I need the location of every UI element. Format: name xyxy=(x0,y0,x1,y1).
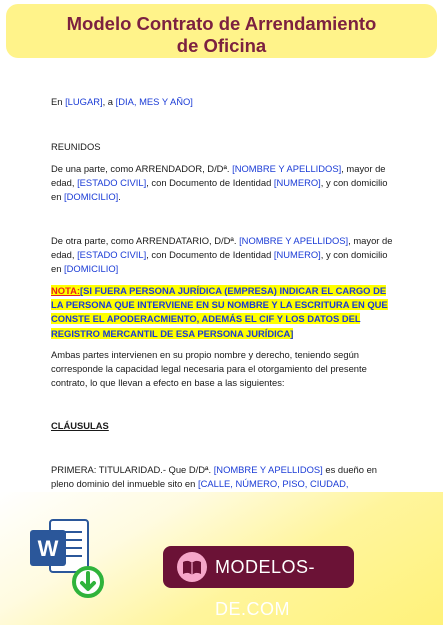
arrendador-text-4: , y con domicilio en xyxy=(51,177,388,203)
primera-name-placeholder: [NOMBRE Y APELLIDOS] xyxy=(213,464,323,475)
arrendador-text-2: , mayor de edad, xyxy=(51,163,386,189)
title-line-1: Modelo Contrato de Arrendamiento xyxy=(66,13,377,34)
primera-address-placeholder: [CALLE, NÚMERO, PISO, CIUDAD, xyxy=(197,478,349,490)
arrendatario-text-2: , mayor de edad, xyxy=(51,235,393,261)
place-date-prefix: En xyxy=(51,96,66,107)
title-banner xyxy=(6,4,437,58)
arrendatario-text-4: , y con domicilio en xyxy=(51,249,388,275)
primera-text-2: es dueño en pleno dominio del inmueble sito en xyxy=(51,464,377,490)
document-title xyxy=(6,13,437,57)
arrendatario-civil-placeholder: [ESTADO CIVIL] xyxy=(77,249,147,261)
arrendatario-paragraph xyxy=(51,234,396,277)
place-placeholder: [LUGAR] xyxy=(65,96,103,107)
arrendador-paragraph xyxy=(51,162,396,205)
arrendatario-address-placeholder: [DOMICILIO] xyxy=(64,263,119,275)
word-icon-graphic xyxy=(28,516,108,600)
nota-paragraph xyxy=(51,284,396,341)
date-placeholder: [DIA, MES Y AÑO] xyxy=(115,96,193,107)
arrendador-text-5: . xyxy=(118,191,121,203)
nota-label: NOTA: xyxy=(51,285,80,296)
place-date-line xyxy=(51,95,396,109)
arrendador-number-placeholder: [NUMERO] xyxy=(273,177,321,189)
arrendatario-number-placeholder: [NUMERO] xyxy=(273,249,321,261)
arrendatario-name-placeholder: [NOMBRE Y APELLIDOS] xyxy=(239,235,349,246)
clausulas-heading: CLÁUSULAS xyxy=(51,420,109,431)
reunidos-heading: REUNIDOS xyxy=(51,141,101,152)
primera-text-1: PRIMERA: TITULARIDAD.- Que D/Dª. xyxy=(51,464,214,475)
nota-highlight xyxy=(51,285,388,339)
nota-text: [SI FUERA PERSONA JURÍDICA (EMPRESA) INDICAR EL CARGO DE LA PERSONA QUE INTERVIENE EN SU NOMBRE Y LA ESCRITURA EN QUE CONSTE EL APODERACMIENTO, ADEMÁS EL CIF Y LOS DATOS DEL REGISTRO MERCANTIL DE ESA PERSONA JURÍDICA] xyxy=(51,285,388,339)
arrendador-text-1: De una parte, como ARRENDADOR, D/Dª. xyxy=(51,163,233,174)
arrendatario-text-3: , con Documento de Identidad xyxy=(146,249,274,261)
word-icon-letter: W xyxy=(37,536,59,561)
arrendador-text-3: , con Documento de Identidad xyxy=(146,177,274,189)
arrendador-name-placeholder: [NOMBRE Y APELLIDOS] xyxy=(232,163,342,174)
place-date-separator: , a xyxy=(102,96,116,107)
brand-text: MODELOS-DE.COM xyxy=(215,557,316,619)
brand-logo-button[interactable] xyxy=(163,546,354,619)
arrendador-civil-placeholder: [ESTADO CIVIL] xyxy=(77,177,147,189)
title-line-2: de Oficina xyxy=(176,35,267,56)
arrendador-address-placeholder: [DOMICILIO] xyxy=(64,191,119,203)
arrendatario-text-1: De otra parte, como ARRENDATARIO, D/Dª. xyxy=(51,235,240,246)
ambas-paragraph: Ambas partes intervienen en su propio nombre y derecho, teniendo según corresponde la capacidad legal necesaria para el otorgamiento del presente contrato, lo que llevan a efecto en base a las siguientes: xyxy=(51,349,367,389)
primera-paragraph xyxy=(51,463,396,491)
book-icon xyxy=(177,552,207,582)
word-download-icon[interactable] xyxy=(28,516,108,600)
